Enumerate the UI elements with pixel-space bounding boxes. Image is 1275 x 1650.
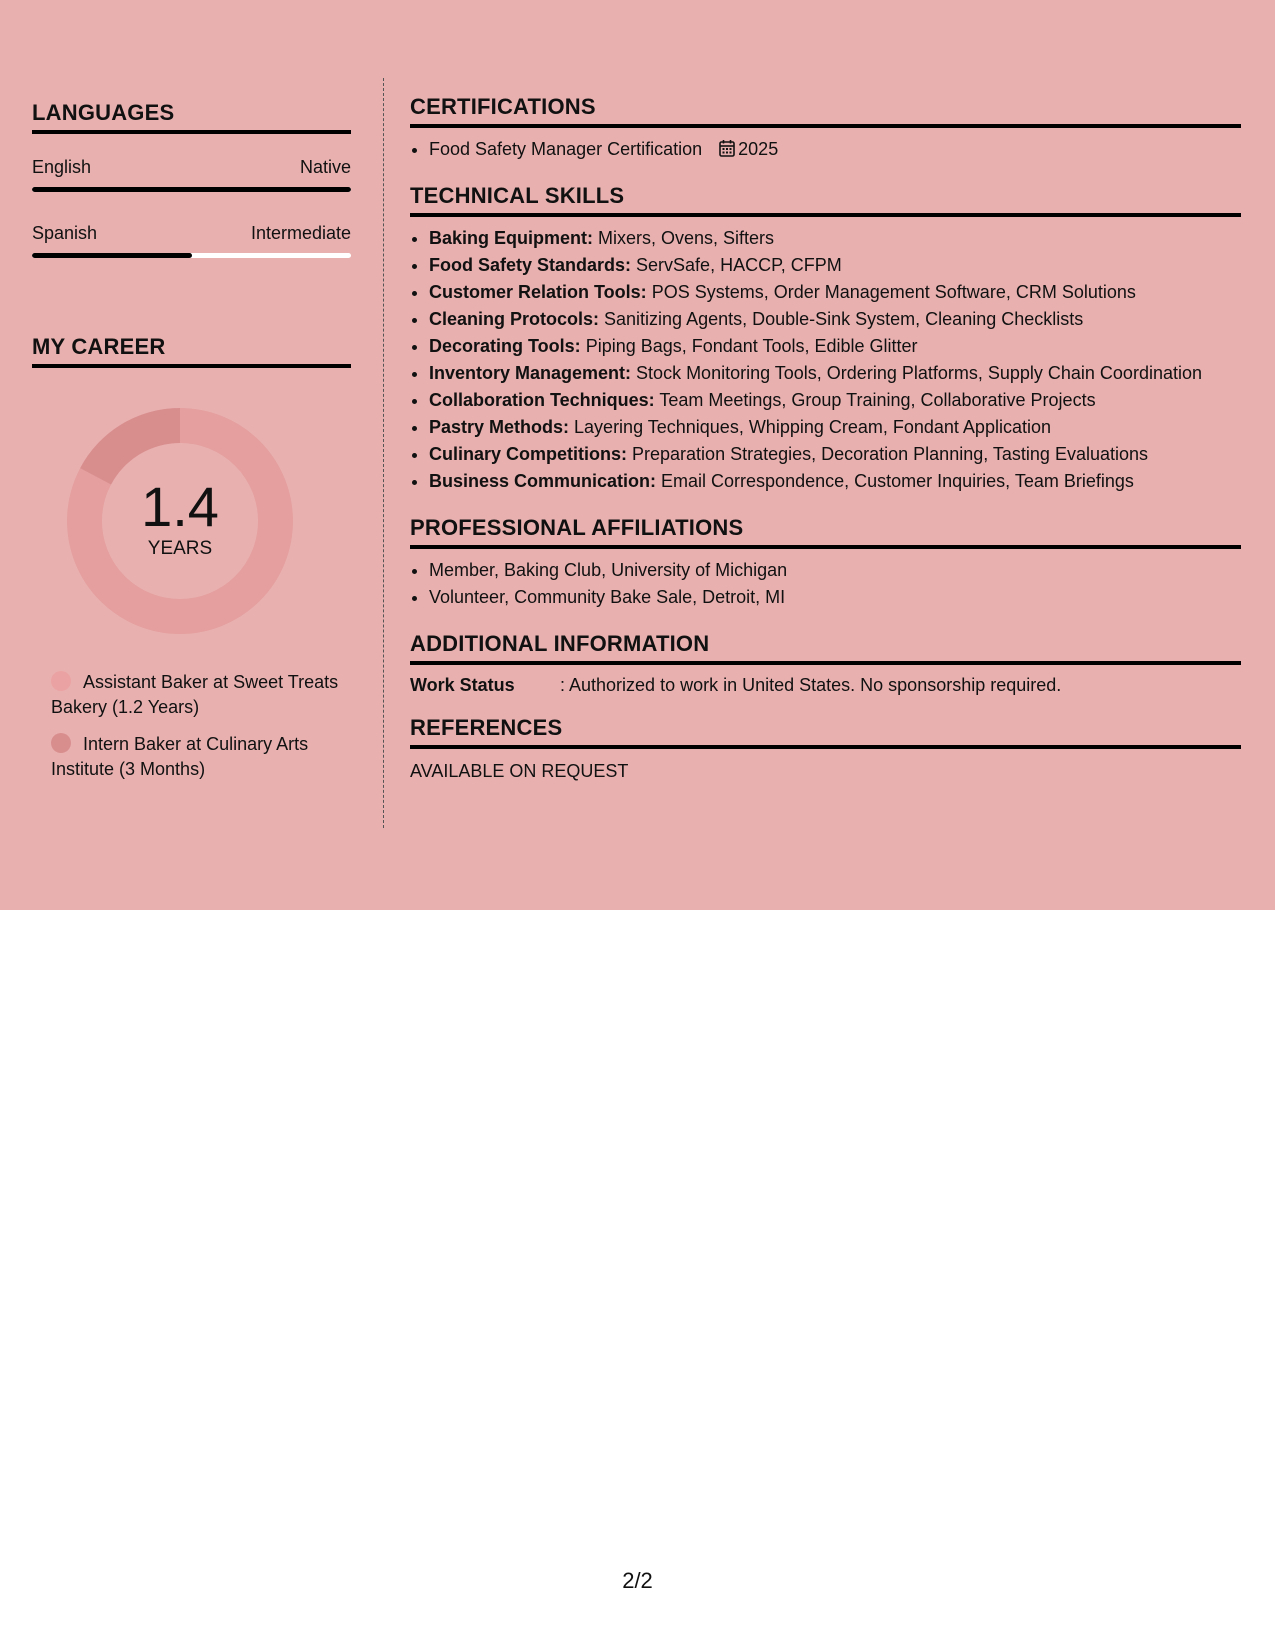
language-proficiency-bar <box>32 187 351 192</box>
affiliations-list <box>410 557 1241 611</box>
certification-name: Food Safety Manager Certification <box>429 139 703 159</box>
certifications-heading: CERTIFICATIONS <box>410 94 1241 128</box>
legend-dot-icon <box>51 733 71 753</box>
skill-item <box>429 225 1241 252</box>
skill-value: ServSafe, HACCP, CFPM <box>631 255 842 275</box>
skill-label: Pastry Methods: <box>429 417 570 437</box>
skill-value: Team Meetings, Group Training, Collaborative Projects <box>654 390 1096 410</box>
languages-section <box>32 100 351 258</box>
language-level: Intermediate <box>250 223 351 243</box>
career-section <box>32 334 351 782</box>
skill-item <box>429 387 1241 414</box>
skill-item <box>429 441 1241 468</box>
skill-value: Preparation Strategies, Decoration Planning, Tasting Evaluations <box>627 444 1148 464</box>
calendar-icon <box>719 139 735 157</box>
career-legend-item <box>51 670 341 720</box>
career-item-label: Assistant Baker at Sweet Treats Bakery (1.2 Years) <box>51 672 339 717</box>
career-heading: MY CAREER <box>32 334 351 368</box>
certification-year: 2025 <box>738 139 779 159</box>
affiliation-item: • Volunteer, Community Bake Sale, Detroit, MI <box>429 584 1241 611</box>
legend-dot-icon <box>51 671 71 691</box>
certifications-list <box>410 136 1241 163</box>
skill-label: Inventory Management: <box>429 363 632 383</box>
career-donut-chart <box>67 408 293 634</box>
language-name: English <box>32 157 92 177</box>
career-total-unit: YEARS <box>147 538 213 559</box>
skill-value: POS Systems, Order Management Software, CRM Solutions <box>646 282 1136 302</box>
language-name: Spanish <box>32 223 98 243</box>
skill-value: Piping Bags, Fondant Tools, Edible Glitter <box>580 336 918 356</box>
affiliations-heading: PROFESSIONAL AFFILIATIONS <box>410 515 1241 549</box>
technical-skills-list <box>410 225 1241 495</box>
career-legend-item <box>51 732 341 782</box>
skill-label: Food Safety Standards: <box>429 255 632 275</box>
affiliation-item: • Member, Baking Club, University of Michigan <box>429 557 1241 584</box>
skill-item <box>429 414 1241 441</box>
technical-skills-heading: TECHNICAL SKILLS <box>410 183 1241 217</box>
languages-heading: LANGUAGES <box>32 100 351 134</box>
work-status-row <box>410 673 1241 697</box>
references-section <box>410 715 1241 783</box>
language-proficiency-fill <box>32 187 351 192</box>
skill-item <box>429 468 1241 495</box>
skill-label: Cleaning Protocols: <box>429 309 600 329</box>
skill-value: Layering Techniques, Whipping Cream, Fondant Application <box>569 417 1051 437</box>
column-divider <box>383 78 384 828</box>
language-level: Native <box>299 157 351 177</box>
skill-label: Customer Relation Tools: <box>429 282 647 302</box>
skill-item <box>429 306 1241 333</box>
work-status-value: : Authorized to work in United States. No sponsorship required. <box>560 675 1062 695</box>
right-column <box>410 94 1241 803</box>
skill-value: Sanitizing Agents, Double-Sink System, Cleaning Checklists <box>599 309 1084 329</box>
references-heading: REFERENCES <box>410 715 1241 749</box>
skill-value: Mixers, Ovens, Sifters <box>593 228 775 248</box>
language-item <box>32 156 351 192</box>
skill-label: Decorating Tools: <box>429 336 581 356</box>
affiliations-section <box>410 515 1241 611</box>
skill-label: Collaboration Techniques: <box>429 390 655 410</box>
skill-label: Culinary Competitions: <box>429 444 628 464</box>
career-item-label: Intern Baker at Culinary Arts Institute (3 Months) <box>51 734 309 779</box>
references-text: AVAILABLE ON REQUEST <box>410 761 629 781</box>
language-proficiency-bar <box>32 253 351 258</box>
skill-value: Email Correspondence, Customer Inquiries, Team Briefings <box>656 471 1134 491</box>
skill-item <box>429 252 1241 279</box>
language-proficiency-fill <box>32 253 192 258</box>
additional-info-section <box>410 631 1241 697</box>
technical-skills-section <box>410 183 1241 495</box>
certifications-section <box>410 94 1241 163</box>
skill-item <box>429 279 1241 306</box>
work-status-label: Work Status <box>410 675 515 695</box>
page-number: 2/2 <box>622 1568 653 1593</box>
language-item <box>32 222 351 258</box>
certification-item <box>429 136 1241 163</box>
skill-item <box>429 360 1241 387</box>
career-legend <box>51 670 341 782</box>
skill-item <box>429 333 1241 360</box>
career-total-value: 1.4 <box>141 475 219 538</box>
additional-info-heading: ADDITIONAL INFORMATION <box>410 631 1241 665</box>
skill-label: Baking Equipment: <box>429 228 594 248</box>
donut-center <box>67 408 293 634</box>
skill-label: Business Communication: <box>429 471 657 491</box>
left-column <box>32 100 351 794</box>
skill-value: Stock Monitoring Tools, Ordering Platforms, Supply Chain Coordination <box>631 363 1202 383</box>
